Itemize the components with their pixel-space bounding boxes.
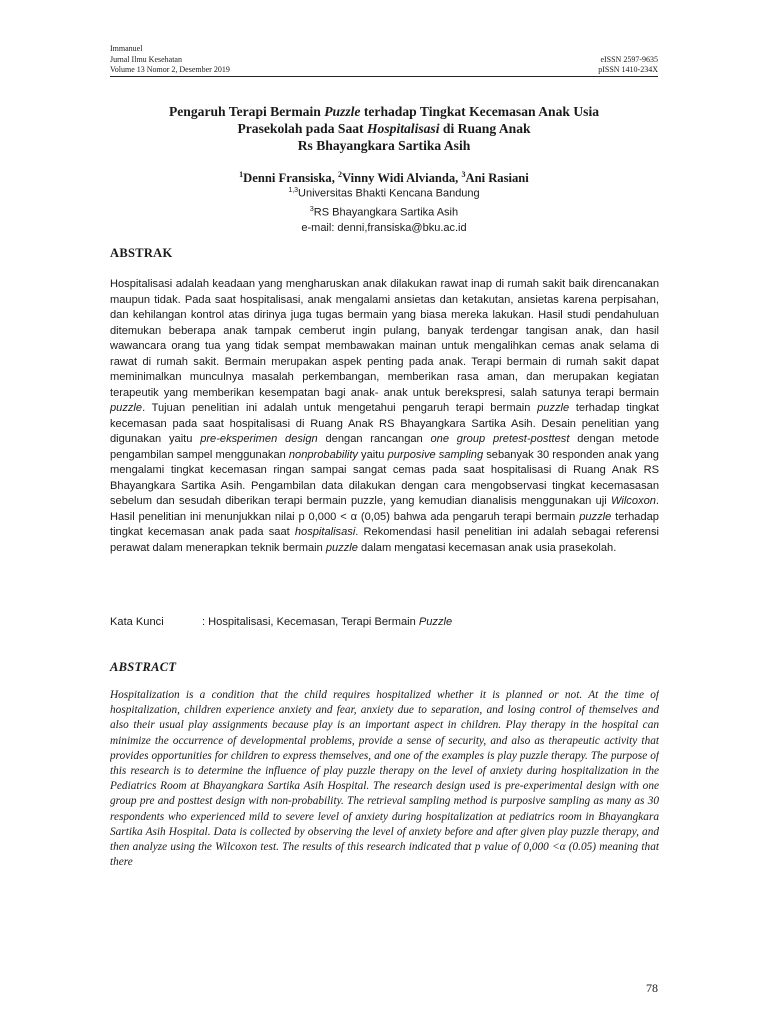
header-journal: Jurnal Ilmu Kesehatan: [110, 54, 182, 64]
author-email: e-mail: denni,fransiska@bku.ac.id: [301, 222, 467, 235]
running-header: [110, 44, 658, 77]
author-3: Ani Rasiani: [465, 171, 529, 186]
title-line-2: Prasekolah pada Saat Hospitalisasi di Ruang Anak: [237, 121, 531, 136]
header-rule: [110, 65, 658, 77]
affiliation-2: $^3$RS Bhayangkara Sartika Asih: [309, 206, 459, 219]
affiliation-1: $^{1,3}$Universitas Bhakti Kencana Bandung: [288, 187, 480, 200]
abstrak-heading: ABSTRAK: [110, 246, 173, 260]
page-number: 78: [646, 981, 658, 995]
author-list: $^1$Denni Fransiska, $^2$Vinny Widi Alvianda, $^3$Ani Rasiani: [239, 170, 529, 186]
abstract-body: Hospitalization is a condition that the child requires hospitalized whether it is planned or not. At the time of hospitalization, children experience anxiety and fear, anxiety due to separation, and losing control of themselves and also their usual play assignments because play is an important aspect in children. Play therapy in the hospital can minimize the occurrence of developmental problems, provide a sense of security, and also as therapeutic activity that provides opportunities for children to express themselves, and one of the examples is play puzzle therapy. The purpose of this research is to determine the influence of play puzzle therapy on the level of anxiety during hospitalization in the Pediatrics Room at Bhayangkara Sartika Asih Hospital. The research design used is pre-experimental design with one group pre and posttest design with non-probability. The retrieval sampling method is purposive sampling as many as 30 respondents who experienced mild to severe level of anxiety during hospitalization at pediatrics room in Bhayangkara Sartika Asih Hospital. Data is collected by observing the level of anxiety before and after given play puzzle therapy, and then analyze using the Wilcoxon test. The results of this research indicated that p value of 0,000 <α (0.05) meaning that there: [110, 689, 659, 869]
abstract-heading: ABSTRACT: [110, 660, 177, 674]
author-1: Denni Fransiska,: [243, 171, 338, 186]
header-author: Immanuel: [110, 44, 143, 53]
keywords-label: Kata Kunci: [110, 616, 164, 628]
title-line-3: Rs Bhayangkara Sartika Asih: [297, 138, 471, 153]
title-line-1: Pengaruh Terapi Bermain Puzzle terhadap Tingkat Kecemasan Anak Usia: [168, 104, 600, 119]
article-title: [110, 103, 658, 154]
keywords: [110, 615, 659, 630]
header-pissn: pISSN 1410-234X: [598, 65, 658, 74]
affiliations: [110, 183, 658, 237]
keyword-italic: Puzzle: [418, 616, 453, 628]
author-2: Vinny Widi Alvianda,: [342, 171, 462, 186]
header-eissn: eISSN 2597-9635: [600, 54, 658, 64]
abstrak-body: Hospitalisasi adalah keadaan yang mengharuskan anak dilakukan rawat inap di rumah sakit baik direncanakan maupun tidak. Pada saat hospitalisasi, anak mengalami ansietas dan ketakutan, ansietas karena perpisahan, dan kehilangan kontrol atas dirinya juga tugas bermain yang biasa mereka lakukan. Hasil studi pendahuluan ditemukan beberapa anak tampak cemberut ingin pulang, banyak terdengar tangisan anak, dan hasil wawancara orang tua yang tidak sempat membawakan mainan untuk mengalihkan cemas anak selama di rawat di rumah sakit. Bermain merupakan aspek penting pada anak. Terapi bermain di rumah sakit dapat meminimalkan munculnya masalah perkembangan, memberikan rasa aman, dan merupakan kegiatan terapeutik yang memberikan kesempatan bagi anak- anak untuk berekspresi, salah satunya terapi bermain puzzle. Tujuan penelitian ini adalah untuk mengetahui pengaruh terapi bermain puzzle terhadap tingkat kecemasan pada saat hospitalisasi di Ruang Anak RS Bhayangkara Sartika Asih. Desain penelitian yang digunakan yaitu pre-eksperimen design dengan rancangan one group pretest-posttest dengan metode pengambilan sampel menggunakan nonprobability yaitu purposive sampling sebanyak 30 responden anak yang mengalami tingkat kecemasan ringan sampai sangat cemas pada saat hospitalisasi di Ruang Anak RS Bhayangkara Sartika Asih. Pengambilan data dilakukan dengan cara mengobservasi tingkat kecemasasan sebelum dan sesudah diberikan terapi bermain puzzle, yang kemudian dianalisis menggunakan uji Wilcoxon. Hasil penelitian ini menunjukkan nilai p 0,000 < α (0,05) bahwa ada pengaruh terapi bermain puzzle terhadap tingkat kecemasan anak pada saat hospitalisasi. Rekomendasi hasil penelitian ini adalah sebagai referensi perawat dalam menerapkan teknik bermain puzzle dalam mengatasi kecemasan anak usia prasekolah.: [110, 278, 659, 554]
header-volume: Volume 13 Nomor 2, Desember 2019: [110, 65, 230, 74]
keywords-list: : Hospitalisasi, Kecemasan, Terapi Bermain: [202, 616, 419, 628]
